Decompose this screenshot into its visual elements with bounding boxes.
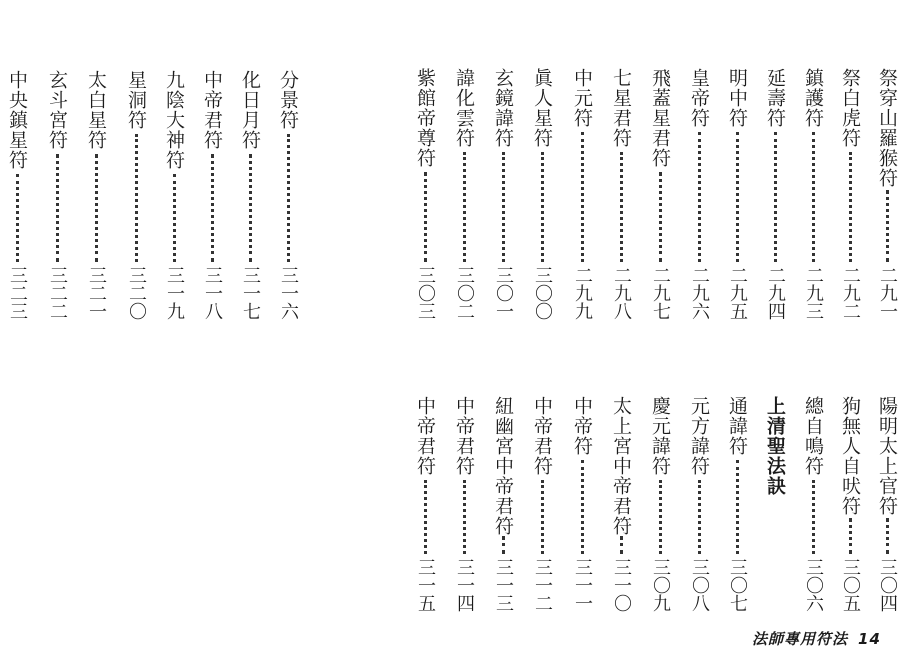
toc-page: 三二三 — [7, 266, 28, 320]
toc-title: 中帝符 — [571, 396, 593, 456]
toc-title: 鎮護符 — [802, 68, 824, 128]
dot-leader — [502, 152, 508, 262]
toc-page: 三二二 — [47, 266, 68, 320]
dot-leader — [173, 174, 179, 262]
toc-title: 太白星符 — [85, 70, 107, 150]
toc-page: 三〇一 — [493, 266, 514, 320]
toc-title: 狗無人自吠符 — [839, 396, 861, 516]
dot-leader — [502, 536, 508, 554]
dot-leader — [620, 536, 626, 554]
dot-leader — [463, 152, 469, 262]
toc-title: 太上宮中帝君符 — [610, 396, 632, 536]
toc-page: 三〇七 — [727, 558, 748, 612]
dot-leader — [16, 174, 22, 262]
toc-title: 中帝君符 — [201, 70, 223, 150]
dot-leader — [424, 480, 430, 554]
dot-leader — [886, 190, 892, 262]
toc-page: 三〇四 — [877, 558, 898, 612]
toc-title: 星洞符 — [125, 70, 147, 130]
dot-leader — [659, 172, 665, 262]
toc-title: 陽明太上官符 — [876, 396, 898, 516]
dot-leader — [659, 480, 665, 554]
toc-title: 延壽符 — [764, 68, 786, 128]
toc-page: 三一四 — [454, 558, 475, 612]
toc-title: 中元符 — [571, 68, 593, 128]
toc-page: 三〇五 — [840, 558, 861, 612]
section-heading: 上清聖法訣 — [764, 396, 786, 496]
dot-leader — [698, 480, 704, 554]
dot-leader — [463, 480, 469, 554]
toc-title: 祭白虎符 — [839, 68, 861, 148]
dot-leader — [736, 132, 742, 262]
toc-title: 飛蓋星君符 — [649, 68, 671, 168]
toc-title: 祭穿山羅猴符 — [876, 68, 898, 188]
dot-leader — [698, 132, 704, 262]
dot-leader — [424, 172, 430, 262]
toc-page: 三〇〇 — [532, 266, 553, 320]
toc-title: 玄鏡諱符 — [492, 68, 514, 148]
toc-page: 二九八 — [611, 266, 632, 320]
dot-leader — [812, 480, 818, 554]
dot-leader — [56, 154, 62, 262]
toc-title: 總自鳴符 — [802, 396, 824, 476]
toc-page: 三一一 — [572, 558, 593, 612]
toc-page: 二九六 — [689, 266, 710, 320]
toc-page: 三一九 — [164, 266, 185, 320]
toc-page: 三〇九 — [650, 558, 671, 612]
toc-title: 化日月符 — [239, 70, 261, 150]
toc-page: 三二〇 — [126, 266, 147, 320]
toc-title: 中帝君符 — [453, 396, 475, 476]
toc-page: 二九三 — [803, 266, 824, 320]
toc-page: 三〇二 — [454, 266, 475, 320]
toc-page: 三一八 — [202, 266, 223, 320]
toc-title: 玄斗宮符 — [46, 70, 68, 150]
toc-page: 三一五 — [415, 558, 436, 612]
toc-page: 三〇三 — [415, 266, 436, 320]
toc-title: 元方諱符 — [688, 396, 710, 476]
toc-page: 二九九 — [572, 266, 593, 320]
dot-leader — [620, 152, 626, 262]
dot-leader — [581, 460, 587, 554]
toc-title: 中帝君符 — [531, 396, 553, 476]
toc-page: 二九五 — [727, 266, 748, 320]
toc-title: 諱化雲符 — [453, 68, 475, 148]
toc-title: 中帝君符 — [414, 396, 436, 476]
toc-title: 通諱符 — [726, 396, 748, 456]
dot-leader — [774, 132, 780, 262]
dot-leader — [886, 518, 892, 554]
toc-title: 七星君符 — [610, 68, 632, 148]
toc-page: 三二一 — [86, 266, 107, 320]
dot-leader — [736, 460, 742, 554]
toc-title: 中央鎮星符 — [6, 70, 28, 170]
toc-page: 二九七 — [650, 266, 671, 320]
footer-page-number: 14 — [858, 630, 881, 648]
footer-book-title: 法師專用符法 — [752, 630, 849, 648]
toc-page: 三〇八 — [689, 558, 710, 612]
toc-title: 分景符 — [277, 70, 299, 130]
dot-leader — [849, 518, 855, 554]
toc-title: 九陰大神符 — [163, 70, 185, 170]
dot-leader — [249, 154, 255, 262]
dot-leader — [849, 152, 855, 262]
toc-page: 三一〇 — [611, 558, 632, 612]
dot-leader — [135, 134, 141, 262]
toc-title: 紐幽宮中帝君符 — [492, 396, 514, 536]
dot-leader — [541, 480, 547, 554]
toc-title: 眞人星符 — [531, 68, 553, 148]
toc-page: 三一三 — [493, 558, 514, 612]
dot-leader — [95, 154, 101, 262]
toc-page: 三〇六 — [803, 558, 824, 612]
toc-page: 二九一 — [877, 266, 898, 320]
dot-leader — [581, 132, 587, 262]
toc-title: 明中符 — [726, 68, 748, 128]
dot-leader — [812, 132, 818, 262]
dot-leader — [211, 154, 217, 262]
toc-title: 皇帝符 — [688, 68, 710, 128]
toc-page: 二九四 — [765, 266, 786, 320]
toc-page: 二九二 — [840, 266, 861, 320]
dot-leader — [541, 152, 547, 262]
page-footer — [752, 628, 881, 649]
dot-leader — [287, 134, 293, 262]
toc-title: 慶元諱符 — [649, 396, 671, 476]
toc-page: 三一七 — [240, 266, 261, 320]
toc-title: 紫館帝尊符 — [414, 68, 436, 168]
toc-page: 三一二 — [532, 558, 553, 612]
toc-page: 三一六 — [278, 266, 299, 320]
